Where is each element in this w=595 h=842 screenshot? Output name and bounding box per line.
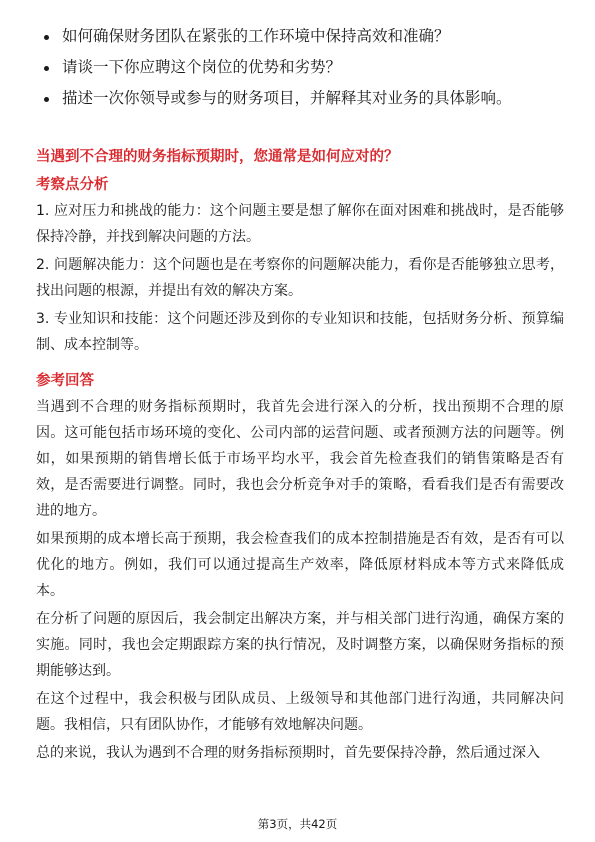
bullet-dot-icon [44, 35, 49, 40]
list-item [44, 86, 564, 111]
question-heading: 当遇到不合理的财务指标预期时，您通常是如何应对的？ [36, 149, 399, 165]
analysis-item: 3. 专业知识和技能：这个问题还涉及到你的专业知识和技能，包括财务分析、预算编制、成本控制等。 [36, 311, 564, 353]
main-content [36, 146, 564, 768]
answer-title: 参考回答 [36, 373, 94, 389]
section-spacer [36, 360, 564, 370]
answer-paragraph: 如果预期的成本增长高于预期，我会检查我们的成本控制措施是否有效，是否有可以优化的地方。例如，我们可以通过提高生产效率，降低原材料成本等方式来降低成本。 [36, 531, 564, 599]
analysis-title: 考察点分析 [36, 177, 109, 193]
bullet-dot-icon [44, 97, 49, 102]
related-questions-list [44, 24, 564, 117]
list-item-text: 如何确保财务团队在紧张的工作环境中保持高效和准确？ [62, 27, 450, 45]
analysis-item: 2. 问题解决能力：这个问题也是在考察你的问题解决能力，看你是否能够独立思考，找出问题的根源，并提出有效的解决方案。 [36, 257, 564, 299]
answer-paragraph: 在分析了问题的原因后，我会制定出解决方案，并与相关部门进行沟通，确保方案的实施。同时，我也会定期跟踪方案的执行情况，及时调整方案，以确保财务指标的预期能够达到。 [36, 611, 564, 679]
answer-paragraph: 当遇到不合理的财务指标预期时，我首先会进行深入的分析，找出预期不合理的原因。这可能包括市场环境的变化、公司内部的运营问题、或者预测方法的问题等。例如，如果预期的销售增长低于市场平均水平，我会首先检查我们的销售策略是否有效，是否需要进行调整。同时，我也会分析竞争对手的策略，看看我们是否有需要改进的地方。 [36, 399, 564, 519]
list-item-text: 请谈一下你应聘这个岗位的优势和劣势？ [62, 58, 342, 76]
list-item [44, 55, 564, 80]
page-number: 第3页，共42页 [257, 817, 338, 831]
list-item [44, 24, 564, 49]
answer-paragraph: 在这个过程中，我会积极与团队成员、上级领导和其他部门进行沟通，共同解决问题。我相信，只有团队协作，才能够有效地解决问题。 [36, 691, 564, 733]
bullet-dot-icon [44, 66, 49, 71]
list-item-text: 描述一次你领导或参与的财务项目，并解释其对业务的具体影响。 [62, 89, 512, 107]
analysis-item: 1. 应对压力和挑战的能力：这个问题主要是想了解你在面对困难和挑战时，是否能够保持冷静，并找到解决问题的方法。 [36, 203, 564, 245]
answer-paragraph: 总的来说，我认为遇到不合理的财务指标预期时，首先要保持冷静，然后通过深入 [36, 745, 540, 761]
